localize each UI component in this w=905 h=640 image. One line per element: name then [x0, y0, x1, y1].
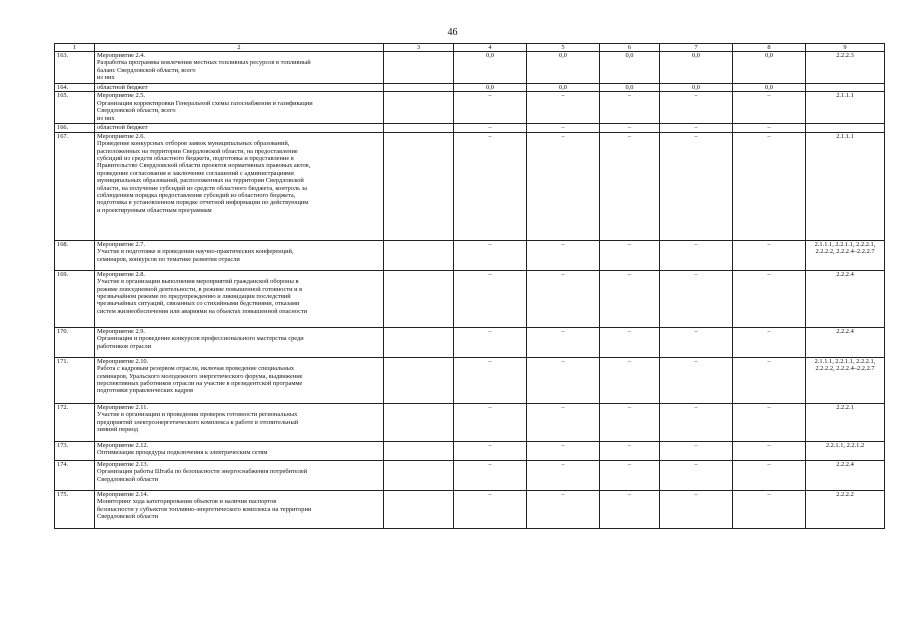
- target-indicator-code: 2.2.2.2: [806, 490, 885, 528]
- value-6: –: [600, 92, 660, 124]
- column-number-row: [55, 44, 885, 52]
- target-indicator-code: 2.1.1.1: [806, 92, 885, 124]
- row-number: 169.: [55, 270, 95, 327]
- description-line: Мероприятие 2.9.: [97, 327, 146, 335]
- description-line: проведение согласования и заключение соглашений с администрациями: [97, 169, 294, 177]
- value-6: 0,0: [600, 52, 660, 84]
- value-8: –: [733, 92, 806, 124]
- description-line: подготовка в установленном порядке отчетной информации по действующим: [97, 199, 309, 207]
- value-5: 0,0: [527, 84, 600, 92]
- value-8: 0,0: [733, 84, 806, 92]
- activity-description: [95, 92, 384, 124]
- description-line: Свердловской области, всего: [97, 107, 176, 115]
- value-6: –: [600, 357, 660, 403]
- description-line: Разработка программы вовлечения местных топливных ресурсов в топливный: [97, 59, 311, 67]
- value-5: –: [527, 124, 600, 132]
- description-line: Работа с кадровым резервом отрасли, включая проведение специальных: [97, 365, 295, 373]
- description-line: Участие в организации и проведении проверок готовности региональных: [97, 411, 298, 419]
- column-header: 7: [660, 44, 733, 52]
- description-line: безопасности у субъектов топливно-энергетического комплекса на территории: [97, 505, 312, 513]
- row-number: 170.: [55, 327, 95, 357]
- target-indicator-code: 2.2.2.1: [806, 403, 885, 441]
- row-number: 163.: [55, 52, 95, 84]
- column-3-value: [384, 84, 454, 92]
- description-line: областной бюджет: [97, 124, 148, 132]
- row-number: 174.: [55, 460, 95, 490]
- description-line: предприятий электроэнергетического комплекса к работе в отопительный: [97, 418, 299, 426]
- value-7: –: [660, 132, 733, 240]
- target-indicator-code: [806, 84, 885, 92]
- value-6: –: [600, 490, 660, 528]
- description-line: Организация работы Штаба по безопасности энергоснабжения потребителей: [97, 468, 308, 476]
- description-line: Мероприятие 2.4.: [97, 52, 146, 59]
- description-line: Свердловской области: [97, 513, 158, 521]
- row-number: 167.: [55, 132, 95, 240]
- row-number: 175.: [55, 490, 95, 528]
- value-7: 0,0: [660, 52, 733, 84]
- column-header: 1: [55, 44, 95, 52]
- value-8: –: [733, 132, 806, 240]
- value-7: –: [660, 240, 733, 270]
- page-number: 46: [447, 27, 458, 38]
- column-header: 4: [454, 44, 527, 52]
- description-line: Участие в подготовке и проведении научно-практических конференций,: [97, 248, 294, 256]
- value-4: –: [454, 460, 527, 490]
- value-8: –: [733, 403, 806, 441]
- value-5: –: [527, 460, 600, 490]
- column-3-value: [384, 403, 454, 441]
- value-5: –: [527, 357, 600, 403]
- value-8: –: [733, 490, 806, 528]
- description-line: Свердловской области: [97, 475, 158, 483]
- description-line: Мероприятие 2.11.: [97, 403, 148, 411]
- value-5: –: [527, 441, 600, 460]
- program-activities-table: [54, 43, 885, 529]
- description-line: Мероприятие 2.6.: [97, 132, 146, 140]
- table-row: [55, 441, 885, 460]
- description-line: Мероприятие 2.12.: [97, 441, 149, 449]
- column-header: 5: [527, 44, 600, 52]
- value-8: –: [733, 357, 806, 403]
- row-number: 171.: [55, 357, 95, 403]
- column-3-value: [384, 357, 454, 403]
- value-6: –: [600, 270, 660, 327]
- activity-description: [95, 327, 384, 357]
- description-line: Мероприятие 2.8.: [97, 270, 146, 278]
- description-line: Мониторинг хода категорирования объектов и наличия паспортов: [97, 498, 277, 506]
- value-7: –: [660, 270, 733, 327]
- row-number: 168.: [55, 240, 95, 270]
- target-indicator-code: [806, 124, 885, 132]
- column-3-value: [384, 270, 454, 327]
- activity-description: [95, 124, 384, 132]
- description-line: Мероприятие 2.13.: [97, 460, 149, 468]
- target-indicator-code: 2.1.1.1: [806, 132, 885, 240]
- description-line: Правительство Свердловской области проектов нормативных правовых актов,: [97, 162, 311, 170]
- description-line: субсидий из средств областного бюджета, подготовка и представление в: [97, 155, 294, 163]
- target-indicator-code: 2.1.1.1, 2.2.1.1, 2.2.2.1, 2.2.2.2, 2.2.2.4–2.2.2.7: [806, 240, 885, 270]
- value-4: –: [454, 441, 527, 460]
- description-line: Мероприятие 2.14.: [97, 490, 149, 498]
- column-3-value: [384, 460, 454, 490]
- value-6: –: [600, 441, 660, 460]
- value-5: –: [527, 240, 600, 270]
- table-row: [55, 92, 885, 124]
- target-indicator-code: 2.2.2.4: [806, 270, 885, 327]
- description-line: Мероприятие 2.7.: [97, 240, 146, 248]
- value-6: –: [600, 240, 660, 270]
- column-header: 6: [600, 44, 660, 52]
- target-indicator-code: 2.2.2.3: [806, 52, 885, 84]
- activity-description: [95, 441, 384, 460]
- description-line: Организация корректировки Генеральной схемы газоснабжения и газификации: [97, 99, 313, 107]
- description-line: муниципальных образований, расположенных на территории Свердловской: [97, 177, 304, 185]
- description-line: расположенных на территории Свердловской области, на предоставление: [97, 147, 298, 155]
- column-3-value: [384, 441, 454, 460]
- description-line: режиме повседневной деятельности, в режиме повышенной готовности и в: [97, 285, 303, 293]
- value-6: –: [600, 460, 660, 490]
- activity-description: [95, 240, 384, 270]
- value-5: 0,0: [527, 52, 600, 84]
- table-row: [55, 357, 885, 403]
- table-row: [55, 52, 885, 84]
- value-7: –: [660, 92, 733, 124]
- value-8: –: [733, 441, 806, 460]
- column-header: 9: [806, 44, 885, 52]
- activity-description: [95, 52, 384, 84]
- description-line: области, на получение субсидий из средств областного бюджета, контроль за: [97, 184, 308, 192]
- row-number: 166.: [55, 124, 95, 132]
- value-8: –: [733, 327, 806, 357]
- value-6: –: [600, 132, 660, 240]
- row-number: 172.: [55, 403, 95, 441]
- value-4: –: [454, 132, 527, 240]
- value-8: –: [733, 460, 806, 490]
- value-6: –: [600, 124, 660, 132]
- value-8: 0,0: [733, 52, 806, 84]
- table-row: [55, 460, 885, 490]
- description-line: Проведение конкурсных отборов заявок муниципальных образований,: [97, 140, 290, 148]
- target-indicator-code: 2.2.2.4: [806, 460, 885, 490]
- value-5: –: [527, 327, 600, 357]
- value-7: –: [660, 460, 733, 490]
- description-line: Мероприятие 2.10.: [97, 357, 149, 365]
- column-header: 8: [733, 44, 806, 52]
- row-number: 164.: [55, 84, 95, 92]
- description-line: соблюдением порядка предоставления субсидий из областного бюджета,: [97, 192, 296, 200]
- value-8: –: [733, 124, 806, 132]
- description-line: Участие в организации выполнения мероприятий гражданской обороны в: [97, 278, 299, 286]
- activity-description: [95, 490, 384, 528]
- activity-description: [95, 357, 384, 403]
- description-line: чрезвычайном режиме по предупреждению и ликвидации последствий: [97, 293, 291, 301]
- value-8: –: [733, 240, 806, 270]
- value-5: –: [527, 270, 600, 327]
- value-5: –: [527, 403, 600, 441]
- activity-description: [95, 403, 384, 441]
- value-7: –: [660, 357, 733, 403]
- column-3-value: [384, 490, 454, 528]
- activity-description: [95, 460, 384, 490]
- column-header: 2: [95, 44, 384, 52]
- table-row: [55, 270, 885, 327]
- value-4: –: [454, 270, 527, 327]
- value-7: –: [660, 403, 733, 441]
- description-line: зимний период: [97, 426, 138, 434]
- value-4: –: [454, 403, 527, 441]
- description-line: чрезвычайных ситуаций, связанных со стихийными бедствиями, отказами: [97, 300, 300, 308]
- description-line: перспективных работников отрасли на участие в президентской программе: [97, 380, 303, 388]
- target-indicator-code: 2.1.1.1, 2.2.1.1, 2.2.2.1, 2.2.2.2, 2.2.2.4–2.2.2.7: [806, 357, 885, 403]
- value-6: –: [600, 327, 660, 357]
- description-line: подготовки управленческих кадров: [97, 387, 194, 395]
- table-row: [55, 132, 885, 240]
- value-4: –: [454, 327, 527, 357]
- activity-description: [95, 270, 384, 327]
- value-6: –: [600, 403, 660, 441]
- table-row: [55, 490, 885, 528]
- value-4: –: [454, 240, 527, 270]
- description-line: семинаров, Уральского молодежного энергетического форума, выдвижение: [97, 372, 303, 380]
- description-line: семинаров, конкурсов по тематике развития отрасли: [97, 255, 240, 263]
- activity-description: [95, 132, 384, 240]
- column-3-value: [384, 92, 454, 124]
- row-number: 173.: [55, 441, 95, 460]
- value-7: –: [660, 124, 733, 132]
- description-line: систем жизнеобеспечения или авариями на объектах повышенной опасности: [97, 307, 308, 315]
- value-4: –: [454, 92, 527, 124]
- column-3-value: [384, 240, 454, 270]
- description-line: и проектируемым областным программам: [97, 206, 212, 214]
- value-8: –: [733, 270, 806, 327]
- value-4: 0,0: [454, 84, 527, 92]
- value-4: 0,0: [454, 52, 527, 84]
- column-3-value: [384, 327, 454, 357]
- value-4: –: [454, 357, 527, 403]
- column-3-value: [384, 132, 454, 240]
- value-5: –: [527, 92, 600, 124]
- column-3-value: [384, 124, 454, 132]
- value-4: –: [454, 124, 527, 132]
- value-5: –: [527, 490, 600, 528]
- description-line: Организация и проведение конкурсов профессионального мастерства среди: [97, 335, 304, 343]
- table-row: [55, 327, 885, 357]
- target-indicator-code: 2.2.1.1, 2.2.1.2: [806, 441, 885, 460]
- value-7: –: [660, 441, 733, 460]
- table-row: [55, 240, 885, 270]
- column-header: 3: [384, 44, 454, 52]
- column-3-value: [384, 52, 454, 84]
- table-row: [55, 124, 885, 132]
- description-line: областной бюджет: [97, 84, 148, 91]
- table-row: [55, 84, 885, 92]
- table-row: [55, 403, 885, 441]
- description-line: работников отрасли: [97, 342, 152, 350]
- value-7: 0,0: [660, 84, 733, 92]
- target-indicator-code: 2.2.2.4: [806, 327, 885, 357]
- description-line: Оптимизация процедуры подключения к электрическим сетям: [97, 449, 268, 457]
- description-line: из них: [97, 74, 115, 82]
- value-6: 0,0: [600, 84, 660, 92]
- row-number: 165.: [55, 92, 95, 124]
- value-7: –: [660, 490, 733, 528]
- activity-description: [95, 84, 384, 92]
- description-line: из них: [97, 114, 115, 122]
- value-4: –: [454, 490, 527, 528]
- value-5: –: [527, 132, 600, 240]
- description-line: Мероприятие 2.5.: [97, 92, 146, 100]
- description-line: баланс Свердловской области, всего: [97, 66, 196, 74]
- value-7: –: [660, 327, 733, 357]
